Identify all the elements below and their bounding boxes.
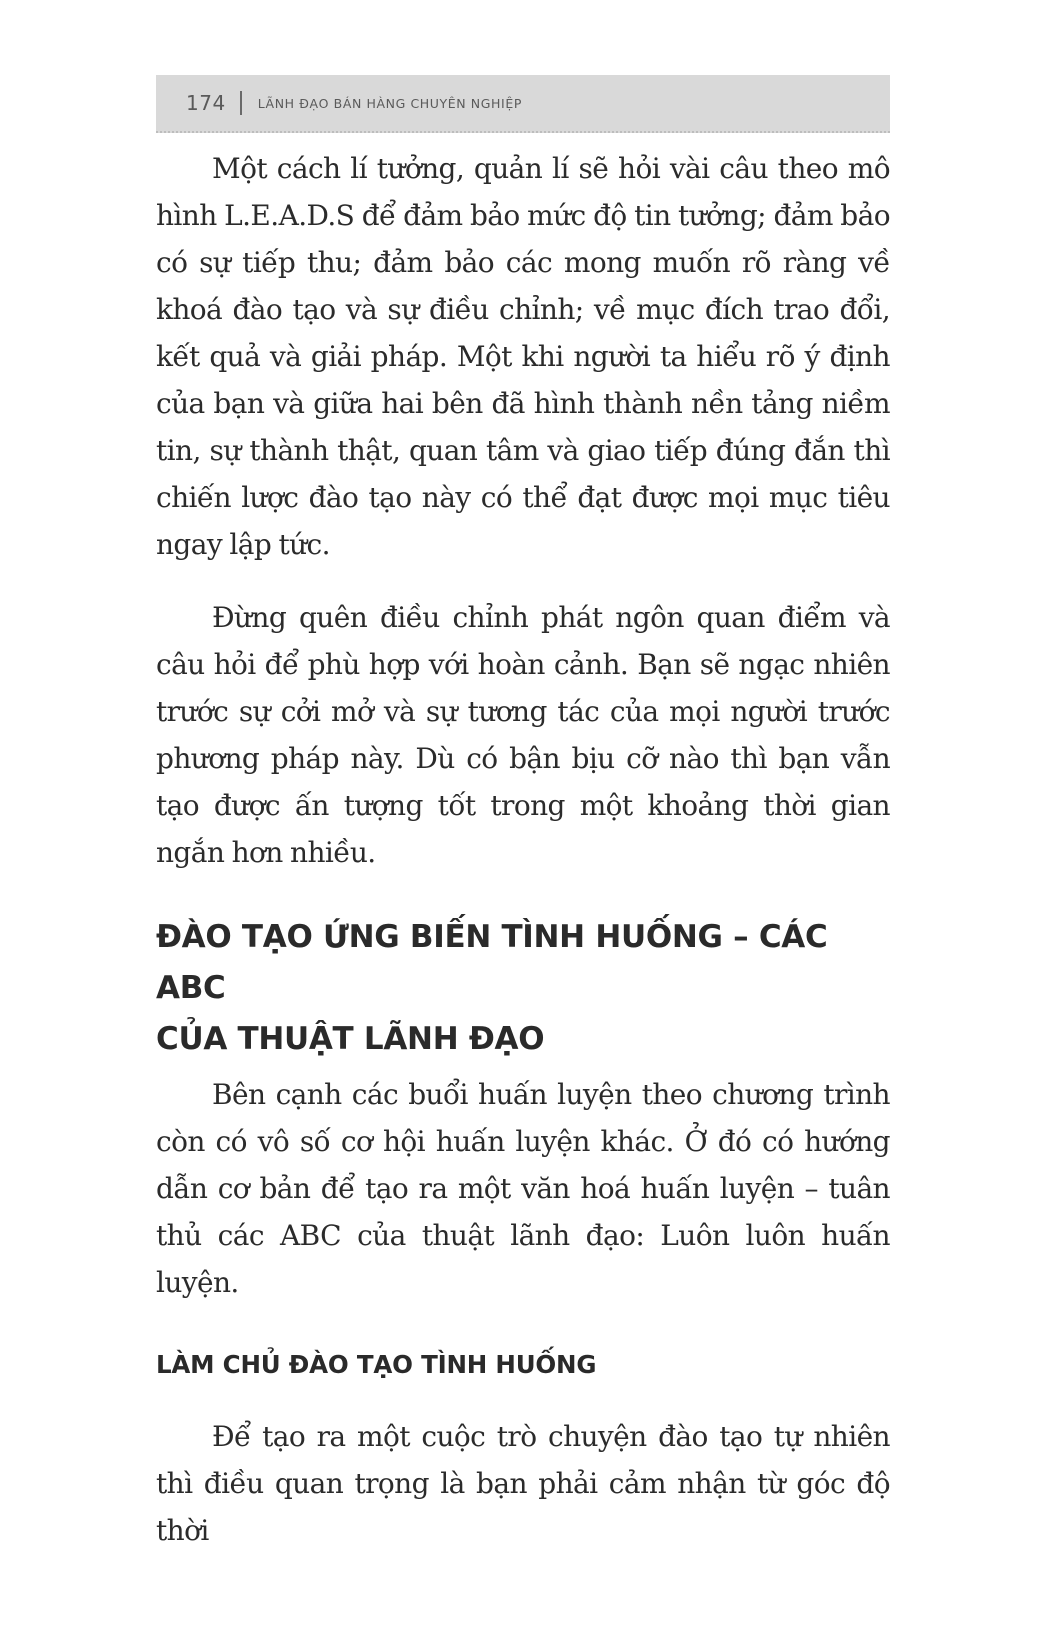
paragraph-4: Để tạo ra một cuộc trò chuyện đào tạo tự nhiên thì điều quan trọng là bạn phải cảm nhận từ góc độ thời xyxy=(156,1420,890,1547)
page-content xyxy=(156,145,890,1554)
section-heading-line-1: ĐÀO TẠO ỨNG BIẾN TÌNH HUỐNG – CÁC ABC xyxy=(156,919,828,1006)
paragraph-1: Một cách lí tưởng, quản lí sẽ hỏi vài câu theo mô hình L.E.A.D.S để đảm bảo mức độ tin tưởng; đảm bảo có sự tiếp thu; đảm bảo các mong muốn rõ ràng về khoá đào tạo và sự điều chỉnh; về mục đích trao đổi, kết quả và giải pháp. Một khi người ta hiểu rõ ý định của bạn và giữa hai bên đã hình thành nền tảng niềm tin, sự thành thật, quan tâm và giao tiếp đúng đắn thì chiến lược đào tạo này có thể đạt được mọi mục tiêu ngay lập tức. xyxy=(156,152,890,561)
page-number: 174 xyxy=(186,91,226,115)
header-divider xyxy=(240,91,242,115)
subsection-heading: LÀM CHỦ ĐÀO TẠO TÌNH HUỐNG xyxy=(156,1350,597,1379)
running-title: LÃNH ĐẠO BÁN HÀNG CHUYÊN NGHIỆP xyxy=(257,95,522,111)
section-heading xyxy=(156,912,890,1065)
paragraph-3: Bên cạnh các buổi huấn luyện theo chương trình còn có vô số cơ hội huấn luyện khác. Ở đó có hướng dẫn cơ bản để tạo ra một văn hoá huấn luyện – tuân thủ các ABC của thuật lãnh đạo: Luôn luôn huấn luyện. xyxy=(156,1078,890,1299)
paragraph-2: Đừng quên điều chỉnh phát ngôn quan điểm và câu hỏi để phù hợp với hoàn cảnh. Bạn sẽ ngạc nhiên trước sự cởi mở và sự tương tác của mọi người trước phương pháp này. Dù có bận bịu cỡ nào thì bạn vẫn tạo được ấn tượng tốt trong một khoảng thời gian ngắn hơn nhiều. xyxy=(156,601,890,869)
section-heading-line-2: CỦA THUẬT LÃNH ĐẠO xyxy=(156,1021,545,1057)
running-header xyxy=(156,75,890,133)
